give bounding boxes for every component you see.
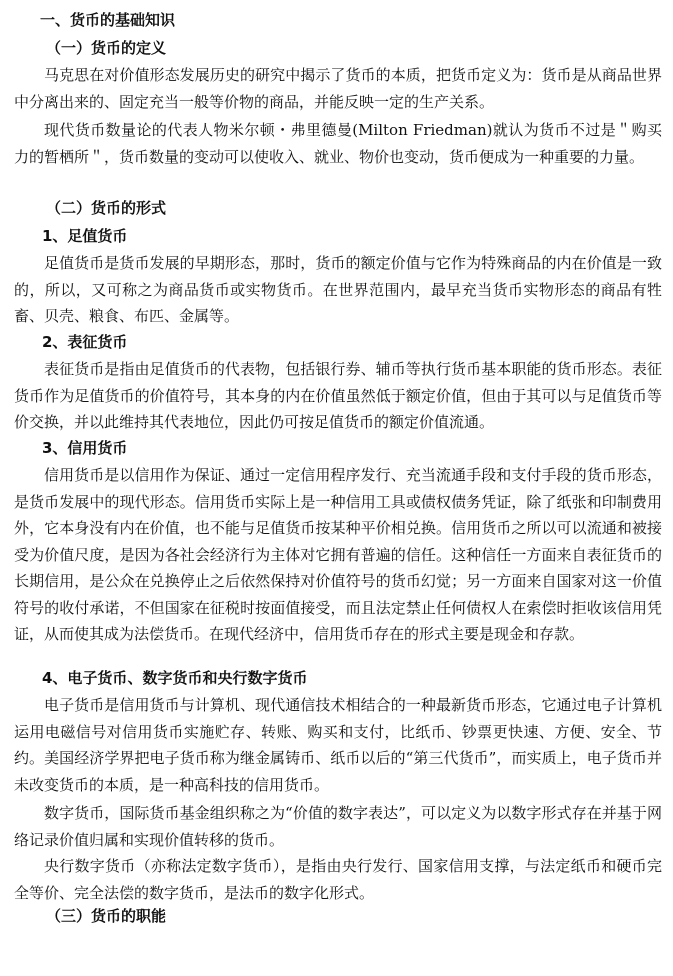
paragraph-marx-definition: 马克思在对价值形态发展历史的研究中揭示了货币的本质，把货币定义为：货币是从商品世界中分离出来的、固定充当一般等价物的商品，并能反映一定的生产关系。: [14, 66, 662, 111]
paragraph-credit-money: 信用货币是以信用作为保证、通过一定信用程序发行、充当流通手段和支付手段的货币形态，是货币发展中的现代形态。信用货币实际上是一种信用工具或债权债务凭证，除了纸张和印制费用外，它本身没有内在价值，也不能与足值货币按某种平价相兑换。信用货币之所以可以流通和被接受为价值尺度，是因为各社会经济行为主体对它拥有普遍的信任。这种信任一方面来自表征货币的长期信用，是公众在兑换停止之后依然保持对价值符号的货币幻觉；另一方面来自国家对这一价值符号的收付承诺，不但国家在征税时按面值接受，而且法定禁止任何债权人在索偿时拒收该信用凭证，从而使其成为法偿货币。在现代经济中，信用货币存在的形式主要是现金和存款。: [14, 466, 662, 643]
paragraph-digital-currency: 数字货币，国际货币基金组织称之为“价值的数字表达”，可以定义为以数字形式存在并基于网络记录价值归属和实现价值转移的货币。: [14, 804, 662, 849]
item-heading-credit-money: 3、信用货币: [42, 439, 128, 457]
paragraph-cbdc: 央行数字货币（亦称法定数字货币），是指由央行发行、国家信用支撑，与法定纸币和硬币完全等价、完全法偿的数字货币，是法币的数字化形式。: [14, 857, 662, 902]
subsection-heading-functions: （三）货币的职能: [46, 907, 167, 925]
paragraph-representative-money: 表征货币是指由足值货币的代表物，包括银行券、辅币等执行货币基本职能的货币形态。表征货币作为足值货币的价值符号，其本身的内在价值虽然低于额定价值，但由于其可以与足值货币等价交换，并以此维持其代表地位，因此仍可按足值货币的额定价值流通。: [14, 360, 662, 431]
item-heading-representative-money: 2、表征货币: [42, 333, 128, 351]
section-heading: 一、货币的基础知识: [40, 11, 176, 29]
paragraph-friedman: 现代货币数量论的代表人物米尔顿・弗里德曼(Milton Friedman)就认为货币不过是＂购买力的暂栖所＂，货币数量的变动可以使收入、就业、物价也变动，货币便成为一种重要的力量。: [14, 121, 662, 166]
subsection-heading-forms: （二）货币的形式: [46, 199, 167, 217]
item-heading-digital-money: 4、电子货币、数字货币和央行数字货币: [42, 669, 308, 687]
subsection-heading-definition: （一）货币的定义: [46, 39, 167, 57]
paragraph-full-value-money: 足值货币是货币发展的早期形态，那时，货币的额定价值与它作为特殊商品的内在价值是一致的，所以，又可称之为商品货币或实物货币。在世界范围内，最早充当货币实物形态的商品有牲畜、贝壳、粮食、布匹、金属等。: [14, 254, 662, 325]
item-heading-full-value-money: 1、足值货币: [42, 227, 128, 245]
paragraph-electronic-money: 电子货币是信用货币与计算机、现代通信技术相结合的一种最新货币形态，它通过电子计算机运用电磁信号对信用货币实施贮存、转账、购买和支付，比纸币、钞票更快速、方便、安全、节约。美国经济学界把电子货币称为继金属铸币、纸币以后的“第三代货币”，而实质上，电子货币并未改变货币的本质，是一种高科技的信用货币。: [14, 696, 662, 794]
